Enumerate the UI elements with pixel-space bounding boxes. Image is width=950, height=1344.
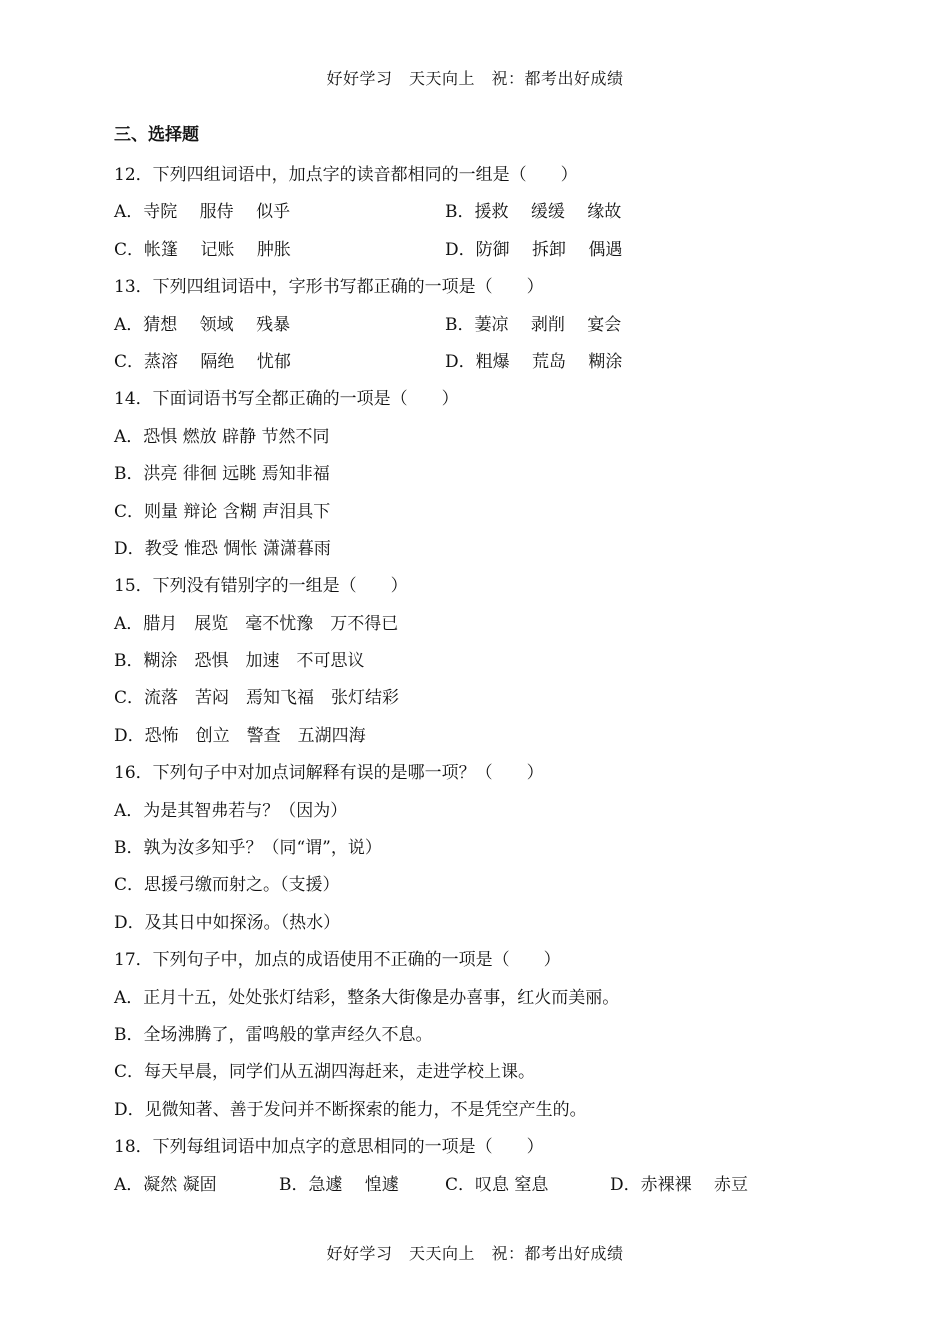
option-a: A．寺院 服侍 似乎 xyxy=(114,202,291,223)
option-a: A．猜想 领域 残暴 xyxy=(114,314,291,335)
option-a: A．凝然 凝固 xyxy=(114,1174,217,1195)
option-c: C．流落 苦闷 焉知飞福 张灯结彩 xyxy=(114,688,400,709)
section-title: 三、选择题 xyxy=(114,125,199,145)
question-stem: 17．下列句子中，加点的成语使用不正确的一项是（ ） xyxy=(114,950,561,971)
option-a: A．恐惧 燃放 辟静 节然不同 xyxy=(114,426,330,447)
question-stem: 15．下列没有错别字的一组是（ ） xyxy=(114,576,408,597)
option-c: C．每天早晨，同学们从五湖四海赶来，走进学校上课。 xyxy=(114,1062,536,1083)
option-a: A．正月十五，处处张灯结彩，整条大街像是办喜事，红火而美丽。 xyxy=(114,987,620,1008)
option-c: C．帐篷 记账 肿胀 xyxy=(114,239,291,260)
option-b: B．全场沸腾了，雷鸣般的掌声经久不息。 xyxy=(114,1024,433,1045)
option-d: D．及其日中如探汤。（热水） xyxy=(114,912,341,933)
option-b: B．洪亮 徘徊 远眺 焉知非福 xyxy=(114,464,330,485)
option-b: B．萋凉 剥削 宴会 xyxy=(445,314,622,335)
option-d: D．防御 拆卸 偶遇 xyxy=(445,239,623,260)
question-stem: 16．下列句子中对加点词解释有误的是哪一项？（ ） xyxy=(114,763,544,784)
page-header: 好好学习 天天向上 祝：都考出好成绩 xyxy=(326,69,624,88)
option-c: C．蒸溶 隔绝 忧郁 xyxy=(114,351,291,372)
option-b: B．援救 缓缓 缘故 xyxy=(445,202,622,223)
option-a: A．腊月 展览 毫不忧豫 万不得已 xyxy=(114,613,399,634)
option-b: B．急遽 惶遽 xyxy=(279,1174,399,1195)
option-row xyxy=(114,1167,874,1204)
option-a: A．为是其智弗若与？（因为） xyxy=(114,800,348,821)
option-c: C．叹息 窒息 xyxy=(445,1174,549,1195)
option-row xyxy=(114,344,874,381)
option-b: B．孰为汝多知乎？（同“谓”，说） xyxy=(114,838,382,859)
option-d: D．恐怖 创立 警查 五湖四海 xyxy=(114,725,366,746)
question-stem: 14．下面词语书写全都正确的一项是（ ） xyxy=(114,389,459,410)
option-d: D．粗爆 荒岛 糊涂 xyxy=(445,351,623,372)
page-footer: 好好学习 天天向上 祝：都考出好成绩 xyxy=(326,1244,624,1263)
option-b: B．糊涂 恐惧 加速 不可思议 xyxy=(114,651,365,672)
option-d: D．见微知著、善于发问并不断探索的能力，不是凭空产生的。 xyxy=(114,1099,587,1120)
option-row xyxy=(114,194,874,231)
question-content xyxy=(114,120,874,1204)
option-d: D．教受 惟恐 惆怅 潇潇暮雨 xyxy=(114,538,331,559)
option-row xyxy=(114,232,874,269)
option-c: C．则量 辩论 含糊 声泪具下 xyxy=(114,501,331,522)
option-row xyxy=(114,307,874,344)
option-d: D．赤裸裸 赤豆 xyxy=(610,1174,749,1195)
question-stem: 12．下列四组词语中，加点字的读音都相同的一组是（ ） xyxy=(114,165,578,185)
question-stem: 13．下列四组词语中，字形书写都正确的一项是（ ） xyxy=(114,277,544,298)
question-stem: 18．下列每组词语中加点字的意思相同的一项是（ ） xyxy=(114,1137,544,1158)
option-c: C．思援弓缴而射之。（支援） xyxy=(114,875,340,896)
